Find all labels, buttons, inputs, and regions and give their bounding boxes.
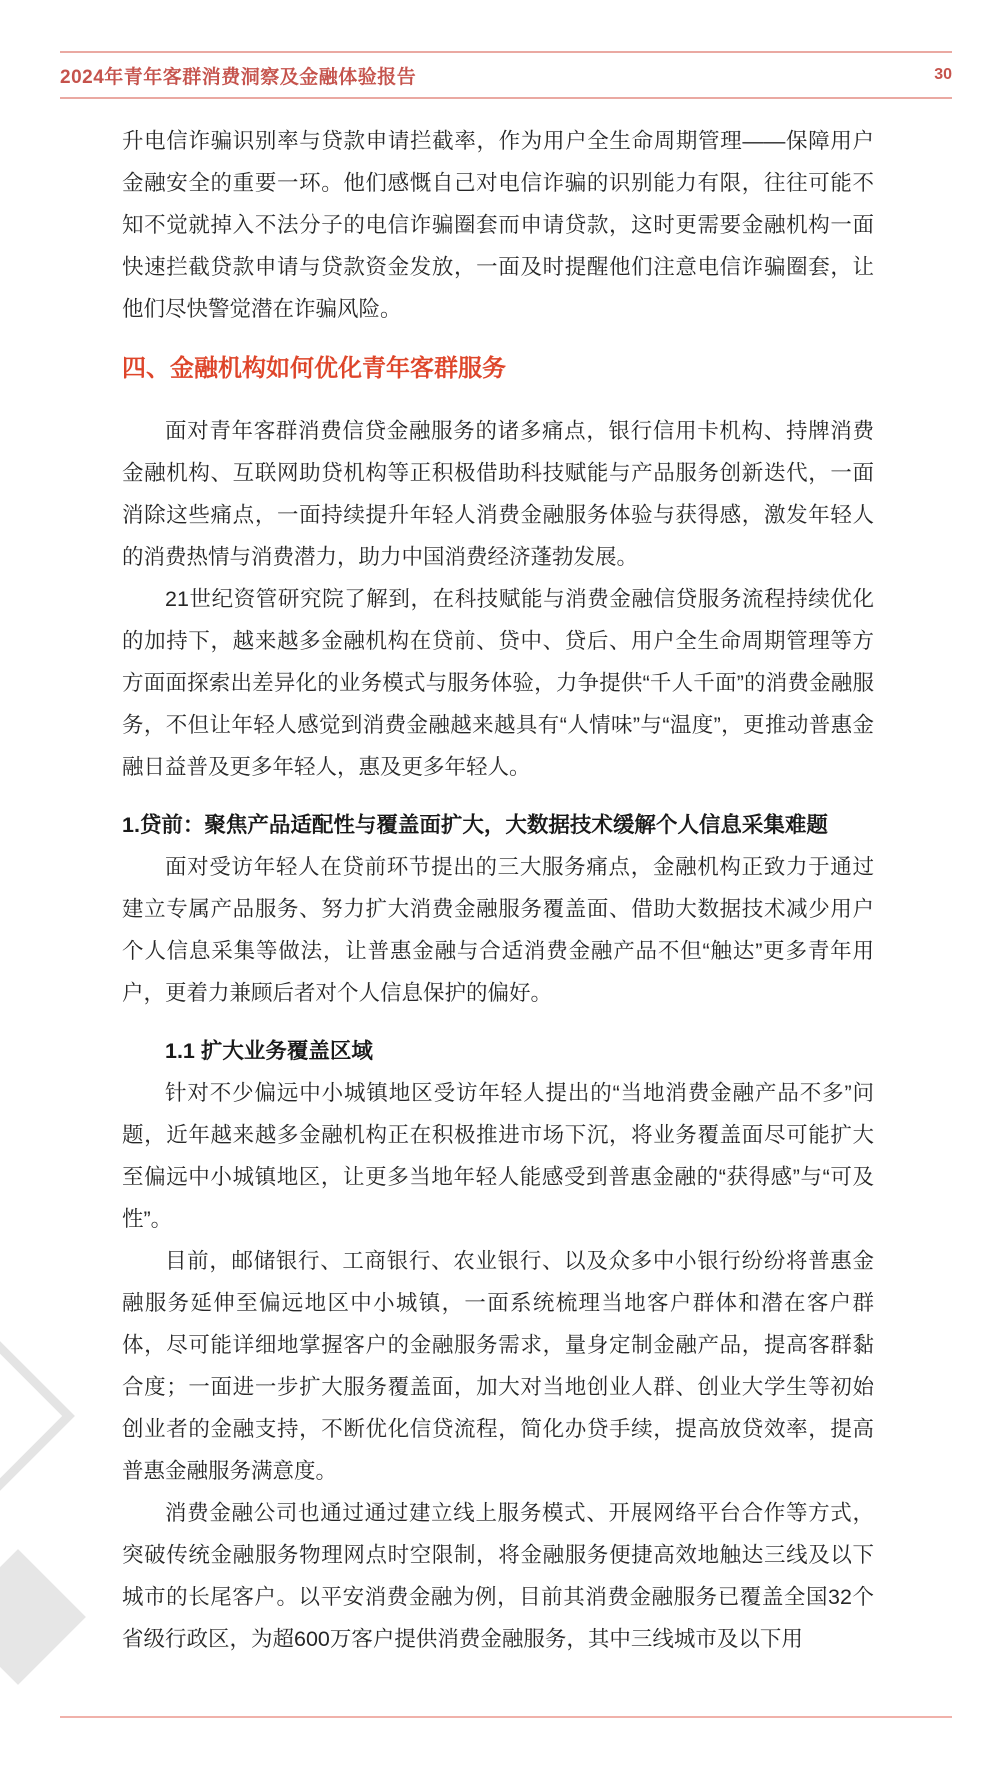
- page-body: [122, 120, 874, 1660]
- header-bottom-rule: [60, 97, 952, 99]
- report-title: 2024年青年客群消费洞察及金融体验报告: [60, 66, 417, 88]
- footer-rule: [60, 1716, 952, 1718]
- body-paragraph: 面对青年客群消费信贷金融服务的诸多痛点，银行信用卡机构、持牌消费金融机构、互联网助贷机构等正积极借助科技赋能与产品服务创新迭代，一面消除这些痛点，一面持续提升年轻人消费金融服务体验与获得感，激发年轻人的消费热情与消费潜力，助力中国消费经济蓬勃发展。: [122, 419, 874, 569]
- decorative-diamond-filled: [0, 1549, 86, 1685]
- body-paragraph: 针对不少偏远中小城镇地区受访年轻人提出的“当地消费金融产品不多”问题，近年越来越多金融机构正在积极推进市场下沉，将业务覆盖面尽可能扩大至偏远中小城镇地区，让更多当地年轻人能感受到普惠金融的“获得感”与“可及性”。: [122, 1081, 874, 1231]
- page-header: [60, 51, 952, 99]
- subsubsection-heading: 1.1 扩大业务覆盖区域: [165, 1039, 373, 1063]
- body-paragraph: 21世纪资管研究院了解到，在科技赋能与消费金融信贷服务流程持续优化的加持下，越来越多金融机构在贷前、贷中、贷后、用户全生命周期管理等方方面面探索出差异化的业务模式与服务体验，力争提供“千人千面”的消费金融服务，不但让年轻人感觉到消费金融越来越具有“人情味”与“温度”，更推动普惠金融日益普及更多年轻人，惠及更多年轻人。: [122, 587, 874, 779]
- body-paragraph-intro: 升电信诈骗识别率与贷款申请拦截率，作为用户全生命周期管理——保障用户金融安全的重要一环。他们感慨自己对电信诈骗的识别能力有限，往往可能不知不觉就掉入不法分子的电信诈骗圈套而申请贷款，这时更需要金融机构一面快速拦截贷款申请与贷款资金发放，一面及时提醒他们注意电信诈骗圈套，让他们尽快警觉潜在诈骗风险。: [122, 129, 874, 321]
- section-heading: 四、金融机构如何优化青年客群服务: [122, 355, 506, 382]
- decorative-diamond-outline: [0, 1324, 75, 1508]
- subsection-heading: 1.贷前：聚焦产品适配性与覆盖面扩大，大数据技术缓解个人信息采集难题: [122, 813, 828, 837]
- body-paragraph: 消费金融公司也通过通过建立线上服务模式、开展网络平台合作等方式，突破传统金融服务物理网点时空限制，将金融服务便捷高效地触达三线及以下城市的长尾客户。以平安消费金融为例，目前其消费金融服务已覆盖全国32个省级行政区，为超600万客户提供消费金融服务，其中三线城市及以下用: [122, 1501, 874, 1651]
- page-number: 30: [934, 66, 952, 83]
- header-row: [60, 53, 952, 97]
- body-paragraph: 目前，邮储银行、工商银行、农业银行、以及众多中小银行纷纷将普惠金融服务延伸至偏远地区中小城镇，一面系统梳理当地客户群体和潜在客户群体，尽可能详细地掌握客户的金融服务需求，量身定制金融产品，提高客群黏合度；一面进一步扩大服务覆盖面，加大对当地创业人群、创业大学生等初始创业者的金融支持，不断优化信贷流程，简化办贷手续，提高放贷效率，提高普惠金融服务满意度。: [122, 1249, 874, 1483]
- body-paragraph: 面对受访年轻人在贷前环节提出的三大服务痛点，金融机构正致力于通过建立专属产品服务、努力扩大消费金融服务覆盖面、借助大数据技术减少用户个人信息采集等做法，让普惠金融与合适消费金融产品不但“触达”更多青年用户，更着力兼顾后者对个人信息保护的偏好。: [122, 855, 874, 1005]
